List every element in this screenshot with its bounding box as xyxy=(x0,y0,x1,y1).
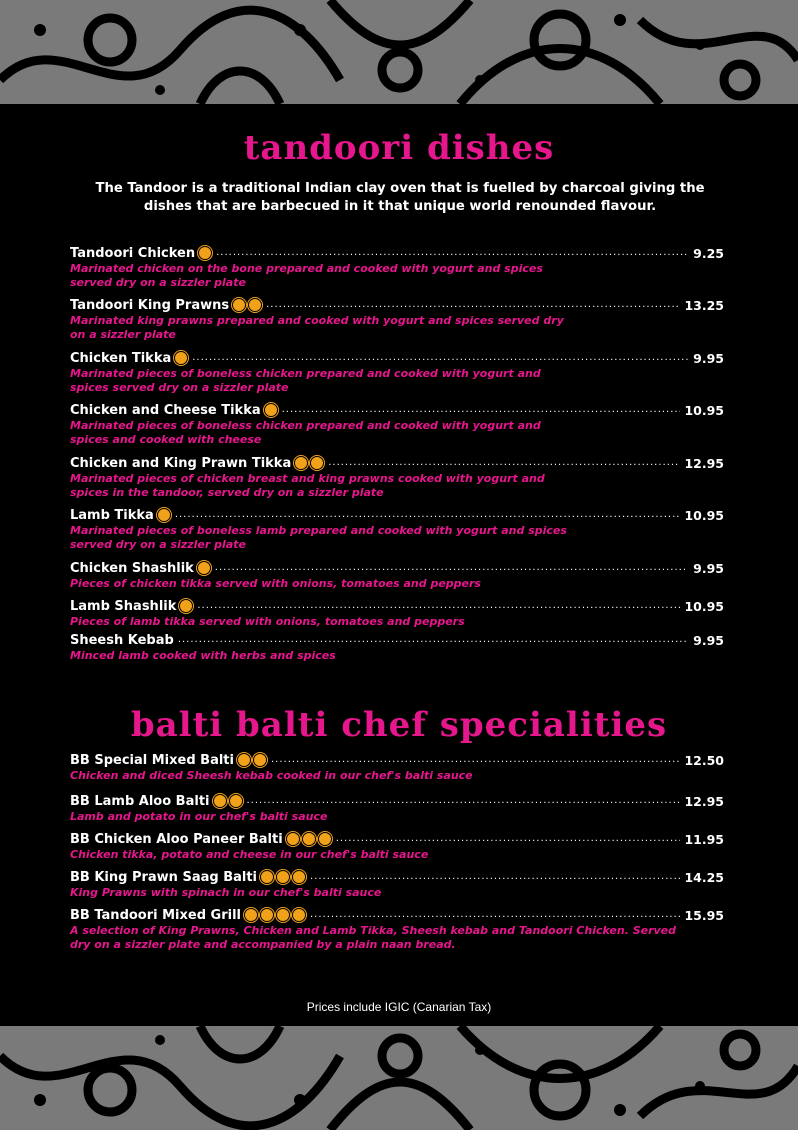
dot-leader xyxy=(215,559,688,577)
menu-item-name: BB King Prawn Saag Balti xyxy=(70,869,258,885)
menu-item-price: 9.95 xyxy=(693,560,724,576)
dot-leader xyxy=(175,506,681,524)
menu-item xyxy=(70,906,724,952)
menu-item xyxy=(70,244,724,290)
dietary-icon xyxy=(248,298,262,312)
menu-item-description: Marinated pieces of chicken breast and king prawns cooked with yogurt and spices in the tandoor, served dry on a sizzler plate xyxy=(70,472,545,499)
menu-item-header xyxy=(70,751,724,769)
dot-leader xyxy=(178,631,688,649)
menu-item-name: Sheesh Kebab xyxy=(70,632,174,648)
menu-item-price: 9.95 xyxy=(693,632,724,648)
menu-item-price: 10.95 xyxy=(684,507,724,523)
dot-leader xyxy=(197,597,680,615)
dietary-icons xyxy=(264,403,278,417)
menu-item-name: Chicken Shashlik xyxy=(70,560,194,576)
menu-item-header xyxy=(70,401,724,419)
dietary-icons xyxy=(244,908,306,922)
menu-item xyxy=(70,454,724,500)
menu-item-header xyxy=(70,906,724,924)
menu-item-name: Tandoori Chicken xyxy=(70,245,196,261)
menu-item-header xyxy=(70,506,724,524)
dietary-icons xyxy=(260,870,306,884)
menu-item-price: 10.95 xyxy=(684,402,724,418)
dietary-icon xyxy=(264,403,278,417)
dietary-icons xyxy=(197,561,211,575)
menu-item xyxy=(70,559,724,591)
menu-item-description: Chicken and diced Sheesh kebab cooked in our chef's balti sauce xyxy=(70,769,473,782)
balti-section-title: balti balti chef specialities xyxy=(130,705,668,745)
menu-item-description: Marinated pieces of boneless chicken prepared and cooked with yogurt and spices and cooked with cheese xyxy=(70,419,541,446)
menu-item-description: Marinated pieces of boneless chicken prepared and cooked with yogurt and spices served dry on a sizzler plate xyxy=(70,367,541,394)
dietary-icons xyxy=(157,508,171,522)
menu-item-price: 11.95 xyxy=(684,831,724,847)
menu-item-price: 12.50 xyxy=(684,752,724,768)
dietary-icon xyxy=(197,561,211,575)
dietary-icon xyxy=(276,870,290,884)
top-decorative-banner xyxy=(0,0,798,104)
dietary-icon xyxy=(292,908,306,922)
dietary-icon xyxy=(198,246,212,260)
menu-item xyxy=(70,506,724,552)
dietary-icons xyxy=(198,246,212,260)
dietary-icons xyxy=(237,753,267,767)
menu-item-header xyxy=(70,349,724,367)
menu-item-name: Tandoori King Prawns xyxy=(70,297,230,313)
menu-item-header xyxy=(70,830,724,848)
menu-item-price: 13.25 xyxy=(684,297,724,313)
menu-item xyxy=(70,751,724,783)
menu-item-description: Minced lamb cooked with herbs and spices xyxy=(70,649,336,662)
menu-item-name: Chicken and Cheese Tikka xyxy=(70,402,261,418)
menu-item-header xyxy=(70,631,724,649)
dot-leader xyxy=(271,751,680,769)
menu-item-description: Marinated king prawns prepared and cooked with yogurt and spices served dry on a sizzler plate xyxy=(70,314,564,341)
menu-item xyxy=(70,792,724,824)
menu-item-name: BB Tandoori Mixed Grill xyxy=(70,907,241,923)
dietary-icon xyxy=(179,599,193,613)
menu-item-description: Pieces of lamb tikka served with onions, tomatoes and peppers xyxy=(70,615,465,628)
menu-item xyxy=(70,868,724,900)
dietary-icon xyxy=(310,456,324,470)
dietary-icon xyxy=(174,351,188,365)
dietary-icon xyxy=(237,753,251,767)
dietary-icon xyxy=(318,832,332,846)
dietary-icon xyxy=(260,908,274,922)
dietary-icon xyxy=(213,794,227,808)
dietary-icon xyxy=(229,794,243,808)
menu-item-name: BB Special Mixed Balti xyxy=(70,752,234,768)
menu-item-description: Lamb and potato in our chef's balti sauce xyxy=(70,810,328,823)
menu-item-name: Lamb Tikka xyxy=(70,507,154,523)
dietary-icon xyxy=(294,456,308,470)
menu-item-header xyxy=(70,296,724,314)
dietary-icons xyxy=(174,351,188,365)
tandoori-intro-text: The Tandoor is a traditional Indian clay oven that is fuelled by charcoal giving the dishes that are barbecued in it that unique world renounded flavour. xyxy=(95,181,705,214)
menu-item-description: Marinated pieces of boneless lamb prepared and cooked with yogurt and spices served dry on a sizzler plate xyxy=(70,524,567,551)
menu-item xyxy=(70,631,724,663)
menu-item-name: Chicken Tikka xyxy=(70,350,172,366)
bottom-decorative-banner xyxy=(0,1026,798,1130)
dietary-icon xyxy=(157,508,171,522)
menu-item-header xyxy=(70,597,724,615)
dot-leader xyxy=(247,792,681,810)
menu-item-header xyxy=(70,244,724,262)
menu-item-header xyxy=(70,559,724,577)
dot-leader xyxy=(192,349,688,367)
menu-item xyxy=(70,830,724,862)
dietary-icon xyxy=(286,832,300,846)
dot-leader xyxy=(282,401,681,419)
menu-item-name: BB Lamb Aloo Balti xyxy=(70,793,210,809)
menu-item xyxy=(70,296,724,342)
menu-item-name: Chicken and King Prawn Tikka xyxy=(70,455,292,471)
dot-leader xyxy=(266,296,680,314)
menu-item-name: BB Chicken Aloo Paneer Balti xyxy=(70,831,283,847)
menu-item xyxy=(70,401,724,447)
dot-leader xyxy=(310,906,680,924)
dot-leader xyxy=(336,830,681,848)
menu-item-price: 10.95 xyxy=(684,598,724,614)
menu-item-price: 12.95 xyxy=(684,793,724,809)
dietary-icons xyxy=(179,599,193,613)
dietary-icon xyxy=(260,870,274,884)
dietary-icons xyxy=(232,298,262,312)
menu-item-header xyxy=(70,454,724,472)
menu-item-header xyxy=(70,792,724,810)
menu-item-price: 9.25 xyxy=(693,245,724,261)
dietary-icon xyxy=(292,870,306,884)
dietary-icons xyxy=(286,832,332,846)
dietary-icons xyxy=(213,794,243,808)
dot-leader xyxy=(310,868,680,886)
tax-footnote: Prices include IGIC (Canarian Tax) xyxy=(306,1000,492,1014)
menu-item xyxy=(70,597,724,629)
menu-item-header xyxy=(70,868,724,886)
menu-item-description: Marinated chicken on the bone prepared and cooked with yogurt and spices served dry on a sizzler plate xyxy=(70,262,543,289)
dietary-icons xyxy=(294,456,324,470)
dot-leader xyxy=(216,244,688,262)
dietary-icon xyxy=(302,832,316,846)
tandoori-section-title: tandoori dishes xyxy=(243,128,555,168)
dietary-icon xyxy=(253,753,267,767)
menu-item-description: A selection of King Prawns, Chicken and Lamb Tikka, Sheesh kebab and Tandoori Chicken. Served dry on a sizzler plate and accompanied by a plain naan bread. xyxy=(70,924,677,951)
menu-item-price: 12.95 xyxy=(684,455,724,471)
dot-leader xyxy=(328,454,680,472)
menu-item-price: 14.25 xyxy=(684,869,724,885)
menu-item xyxy=(70,349,724,395)
menu-item-description: King Prawns with spinach in our chef's balti sauce xyxy=(70,886,382,899)
menu-item-description: Chicken tikka, potato and cheese in our chef's balti sauce xyxy=(70,848,429,861)
menu-item-description: Pieces of chicken tikka served with onions, tomatoes and peppers xyxy=(70,577,481,590)
dietary-icon xyxy=(244,908,258,922)
dietary-icon xyxy=(276,908,290,922)
menu-item-price: 15.95 xyxy=(684,907,724,923)
menu-item-name: Lamb Shashlik xyxy=(70,598,177,614)
dietary-icon xyxy=(232,298,246,312)
menu-item-price: 9.95 xyxy=(693,350,724,366)
